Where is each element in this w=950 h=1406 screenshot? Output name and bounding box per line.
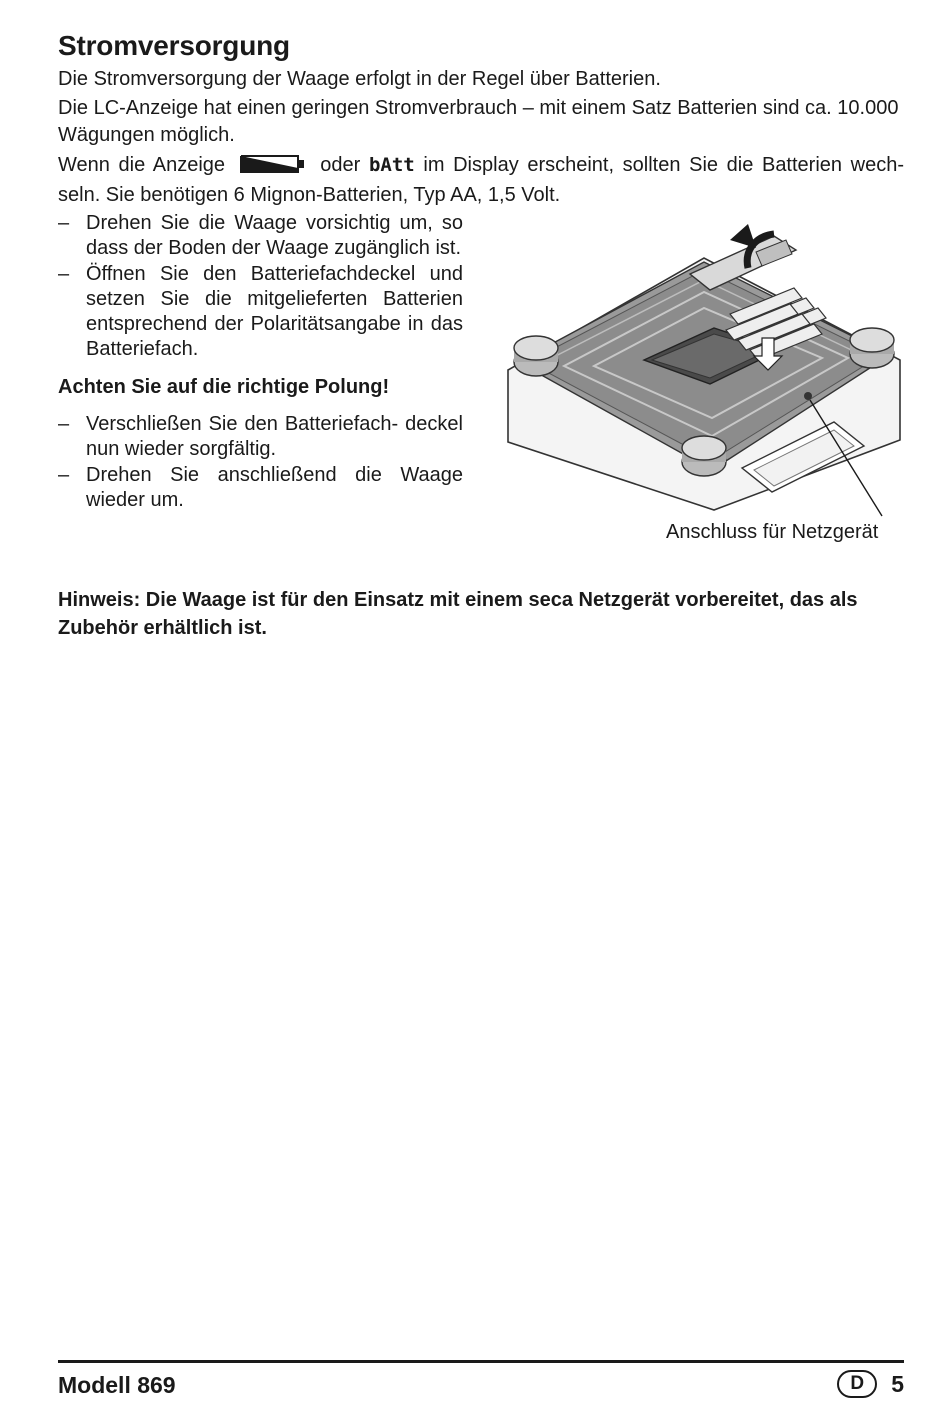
intro-paragraph: Die Stromversorgung der Waage erfolgt in der Regel über Batterien. bbox=[58, 68, 661, 90]
list-item bbox=[58, 262, 463, 362]
steps-list-b bbox=[58, 412, 463, 513]
country-badge: D bbox=[837, 1370, 877, 1398]
battery-low-icon bbox=[240, 154, 304, 182]
list-item bbox=[58, 463, 463, 513]
step-text: Drehen Sie anschließend die Waage wieder um. bbox=[86, 464, 463, 511]
polarity-warning: Achten Sie auf die richtige Polung! bbox=[58, 376, 390, 398]
footer-rule bbox=[58, 1360, 904, 1363]
list-item bbox=[58, 412, 463, 462]
figure-caption: Anschluss für Netzgerät bbox=[666, 521, 879, 543]
batt-lcd-symbol: bAtt bbox=[368, 154, 415, 176]
step-text: Drehen Sie die Waage vorsichtig um, so dass der Boden der Waage zugänglich ist. bbox=[86, 212, 463, 259]
steps-list-a bbox=[58, 211, 463, 362]
footer-model: Modell 869 bbox=[58, 1372, 176, 1398]
page-number: 5 bbox=[891, 1370, 904, 1397]
instructions-column bbox=[58, 211, 463, 514]
indicator-text-1: Wenn die Anzeige bbox=[58, 154, 226, 176]
scale-underside-illustration bbox=[504, 210, 904, 550]
hint-note: Hinweis: Die Waage ist für den Einsatz mit einem seca Netzgerät vorbereitet, das als Zubehör erhältlich ist. bbox=[58, 589, 858, 639]
dash-bullet: – bbox=[58, 464, 70, 486]
dash-bullet: – bbox=[58, 212, 70, 234]
battery-indicator-paragraph bbox=[58, 152, 904, 209]
dash-bullet: – bbox=[58, 263, 70, 285]
indicator-text-2: oder bbox=[320, 154, 361, 176]
dash-bullet: – bbox=[58, 413, 70, 435]
step-text: Verschließen Sie den Batteriefach- deckel nun wieder sorgfältig. bbox=[86, 413, 463, 460]
list-item bbox=[58, 211, 463, 261]
consumption-paragraph: Die LC-Anzeige hat einen geringen Stromverbrauch – mit einem Satz Batterien sind ca. 10.000 Wägungen möglich. bbox=[58, 97, 899, 146]
footer-page-info bbox=[837, 1370, 904, 1398]
page-title: Stromversorgung bbox=[58, 30, 290, 61]
indicator-text-3: im Display erscheint, sollten Sie die Batterien wech- seln. Sie benötigen 6 Mignon-Batterien, Typ AA, 1,5 Volt. bbox=[58, 154, 905, 206]
step-text: Öffnen Sie den Batteriefachdeckel und setzen Sie die mitgelieferten Batterien entsprechend der Polaritätsangabe in das Batteriefach. bbox=[86, 263, 463, 360]
manual-page bbox=[58, 0, 904, 1406]
